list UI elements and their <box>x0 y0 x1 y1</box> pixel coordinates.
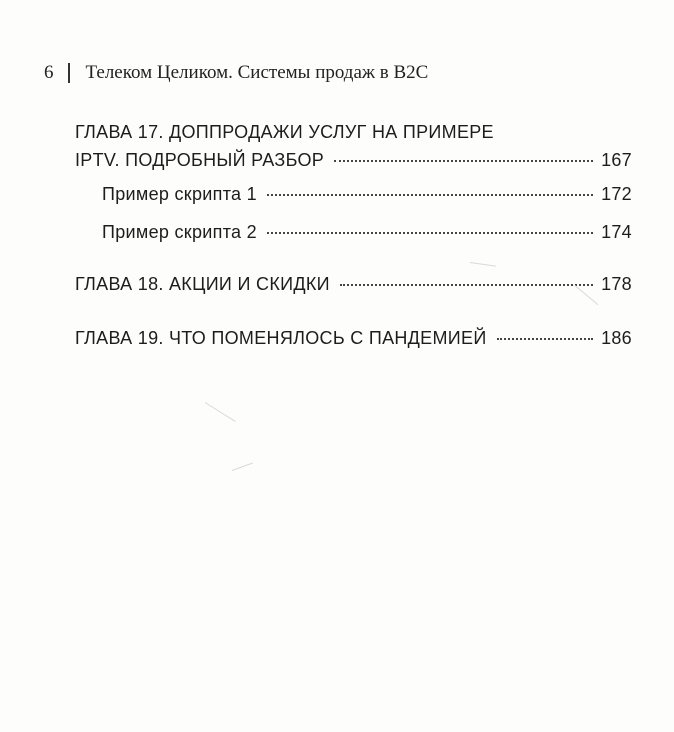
table-of-contents <box>75 118 632 352</box>
toc-subentry-script-1 <box>75 180 632 208</box>
toc-entry-page: 167 <box>601 150 632 170</box>
page-number: 6 <box>44 62 54 83</box>
paper-speck <box>232 463 253 471</box>
toc-entry-chapter-18 <box>75 270 632 298</box>
dot-leader <box>334 160 593 162</box>
toc-subentry-page: 172 <box>601 184 632 204</box>
dot-leader <box>340 284 593 286</box>
toc-subentry-title: Пример скрипта 1 <box>102 184 257 204</box>
toc-entry-page: 178 <box>601 274 632 294</box>
dot-leader <box>497 338 594 340</box>
toc-entry-line <box>75 118 632 146</box>
paper-speck <box>205 402 236 422</box>
toc-entry-line <box>75 146 632 174</box>
toc-entry-title-line1: ГЛАВА 17. ДОППРОДАЖИ УСЛУГ НА ПРИМЕРЕ <box>75 122 494 142</box>
toc-subentry-script-2 <box>75 218 632 246</box>
toc-entry-chapter-17 <box>75 118 632 174</box>
toc-subentry-page: 174 <box>601 222 632 242</box>
toc-entry-title-line2: IPTV. ПОДРОБНЫЙ РАЗБОР <box>75 150 325 170</box>
book-title: Телеком Целиком. Системы продаж в B2C <box>85 62 429 83</box>
running-head <box>44 62 428 84</box>
toc-entry-chapter-19 <box>75 324 632 352</box>
dot-leader <box>267 232 593 234</box>
toc-subentry-title: Пример скрипта 2 <box>102 222 257 242</box>
toc-entry-title: ГЛАВА 18. АКЦИИ И СКИДКИ <box>75 274 330 294</box>
dot-leader <box>267 194 593 196</box>
toc-entry-title: ГЛАВА 19. ЧТО ПОМЕНЯЛОСЬ С ПАНДЕМИЕЙ <box>75 328 487 348</box>
header-separator <box>68 63 70 83</box>
toc-entry-page: 186 <box>601 328 632 348</box>
